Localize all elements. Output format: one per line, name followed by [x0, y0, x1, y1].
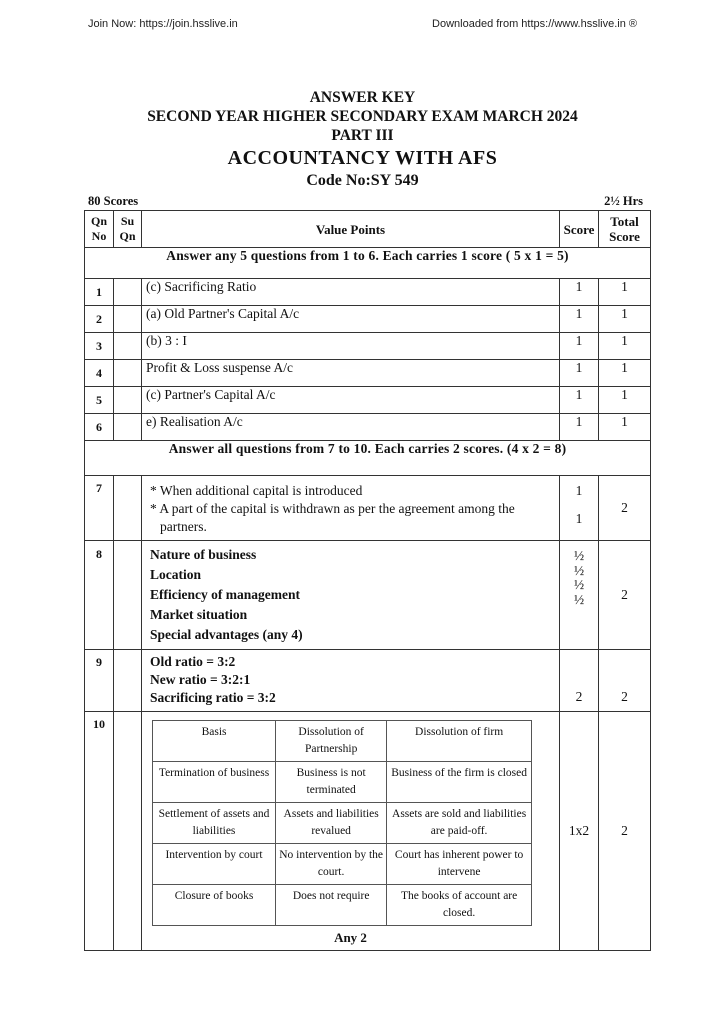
score: 1 — [560, 306, 599, 333]
total: 2 — [599, 712, 651, 951]
title-answer-key: ANSWER KEY — [309, 89, 416, 106]
table-header-row — [85, 211, 651, 248]
score: 1 — [560, 333, 599, 360]
inner-cell: Closure of books — [153, 885, 276, 926]
qn: 10 — [85, 712, 114, 951]
table-row — [85, 650, 651, 712]
score: 1 — [560, 387, 599, 414]
inner-cell: The books of account are closed. — [387, 885, 532, 926]
q9-line-2: New ratio = 3:2:1 — [150, 672, 251, 687]
col-su: Su Qn — [114, 211, 142, 248]
inner-row — [153, 762, 532, 803]
qn: 6 — [85, 414, 114, 441]
q8-half-4: ½ — [573, 591, 585, 607]
q7-point-1: * When additional capital is introduced — [150, 483, 363, 498]
total: 1 — [599, 306, 651, 333]
q7-point-2: * A part of the capital is withdrawn as per the agreement among the partners. — [150, 501, 515, 534]
table-row — [85, 279, 651, 306]
q8-line-3: Efficiency of management — [150, 587, 300, 602]
table-row — [85, 476, 651, 541]
table-row — [85, 333, 651, 360]
col-value-points: Value Points — [142, 211, 560, 248]
inner-cell: Business is not terminated — [276, 762, 387, 803]
inner-cell: No intervention by the court. — [276, 844, 387, 885]
time-allowed: 2½ Hrs — [604, 194, 643, 208]
inner-cell: Assets are sold and liabilities are paid-off. — [387, 803, 532, 844]
q8-line-2: Location — [150, 567, 202, 582]
inner-head-firm: Dissolution of firm — [387, 721, 532, 762]
answer: (b) 3 : I — [142, 333, 560, 360]
answer: Profit & Loss suspense A/c — [142, 360, 560, 387]
inner-cell: Assets and liabilities revalued — [276, 803, 387, 844]
answer: (c) Sacrificing Ratio — [142, 279, 560, 306]
q8-half-3: ½ — [573, 577, 585, 592]
title-exam: SECOND YEAR HIGHER SECONDARY EXAM MARCH 2024 — [147, 108, 578, 125]
inner-row — [153, 844, 532, 885]
q8-half-2: ½ — [573, 562, 585, 578]
title-block — [0, 88, 725, 192]
qn: 2 — [85, 306, 114, 333]
total: 1 — [599, 279, 651, 306]
table-row — [85, 712, 651, 951]
total-scores: 80 Scores — [88, 194, 139, 208]
col-total: Total Score — [599, 211, 651, 248]
score: 2 — [560, 650, 599, 712]
table-row — [85, 360, 651, 387]
q9-line-3: Sacrificing ratio = 3:2 — [150, 690, 276, 705]
title-part: PART III — [331, 127, 394, 144]
table-row — [85, 306, 651, 333]
score: 1x2 — [560, 712, 599, 951]
inner-row — [153, 803, 532, 844]
table-row — [85, 387, 651, 414]
inner-cell: Settlement of assets and liabilities — [153, 803, 276, 844]
q8-line-5: Special advantages (any 4) — [150, 627, 303, 642]
total: 1 — [599, 333, 651, 360]
answer: (c) Partner's Capital A/c — [142, 387, 560, 414]
total: 2 — [599, 541, 651, 650]
qn: 7 — [85, 476, 114, 541]
inner-cell: Business of the firm is closed — [387, 762, 532, 803]
q10-any-two-note: Any 2 — [334, 930, 367, 945]
title-code: Code No:SY 549 — [306, 172, 419, 189]
q8-line-4: Market situation — [150, 607, 248, 622]
answer-table — [84, 210, 651, 951]
section-1-instruction: Answer any 5 questions from 1 to 6. Each carries 1 score ( 5 x 1 = 5) — [85, 248, 651, 279]
inner-head-partnership: Dissolution of Partnership — [276, 721, 387, 762]
q9-line-1: Old ratio = 3:2 — [150, 654, 236, 669]
qn: 4 — [85, 360, 114, 387]
table-row — [85, 541, 651, 650]
inner-head-basis: Basis — [153, 721, 276, 762]
q7-score-1: 1 — [575, 483, 583, 498]
total: 2 — [599, 476, 651, 541]
q8-half-1: ½ — [573, 548, 585, 563]
inner-header-row — [153, 721, 532, 762]
total: 1 — [599, 414, 651, 441]
inner-row — [153, 885, 532, 926]
score: 1 — [560, 414, 599, 441]
total: 2 — [599, 650, 651, 712]
dissolution-comparison-table — [152, 720, 532, 926]
answer: (a) Old Partner's Capital A/c — [142, 306, 560, 333]
q7-score-2: 1 — [575, 511, 583, 526]
answer: e) Realisation A/c — [142, 414, 560, 441]
inner-cell: Intervention by court — [153, 844, 276, 885]
inner-cell: Does not require — [276, 885, 387, 926]
col-score: Score — [560, 211, 599, 248]
inner-cell: Court has inherent power to intervene — [387, 844, 532, 885]
score: 1 — [560, 360, 599, 387]
total: 1 — [599, 360, 651, 387]
table-row — [85, 414, 651, 441]
col-qn: Qn No — [85, 211, 114, 248]
score: 1 — [560, 279, 599, 306]
qn: 8 — [85, 541, 114, 650]
inner-cell: Termination of business — [153, 762, 276, 803]
header-download-link: Downloaded from https://www.hsslive.in ® — [432, 18, 637, 30]
total: 1 — [599, 387, 651, 414]
qn: 3 — [85, 333, 114, 360]
qn: 1 — [85, 279, 114, 306]
qn: 5 — [85, 387, 114, 414]
q8-line-1: Nature of business — [150, 547, 257, 562]
qn: 9 — [85, 650, 114, 712]
title-subject: ACCOUNTANCY WITH AFS — [227, 147, 498, 169]
section-2-instruction: Answer all questions from 7 to 10. Each carries 2 scores. (4 x 2 = 8) — [85, 441, 651, 476]
header-join-link: Join Now: https://join.hsslive.in — [88, 18, 238, 30]
